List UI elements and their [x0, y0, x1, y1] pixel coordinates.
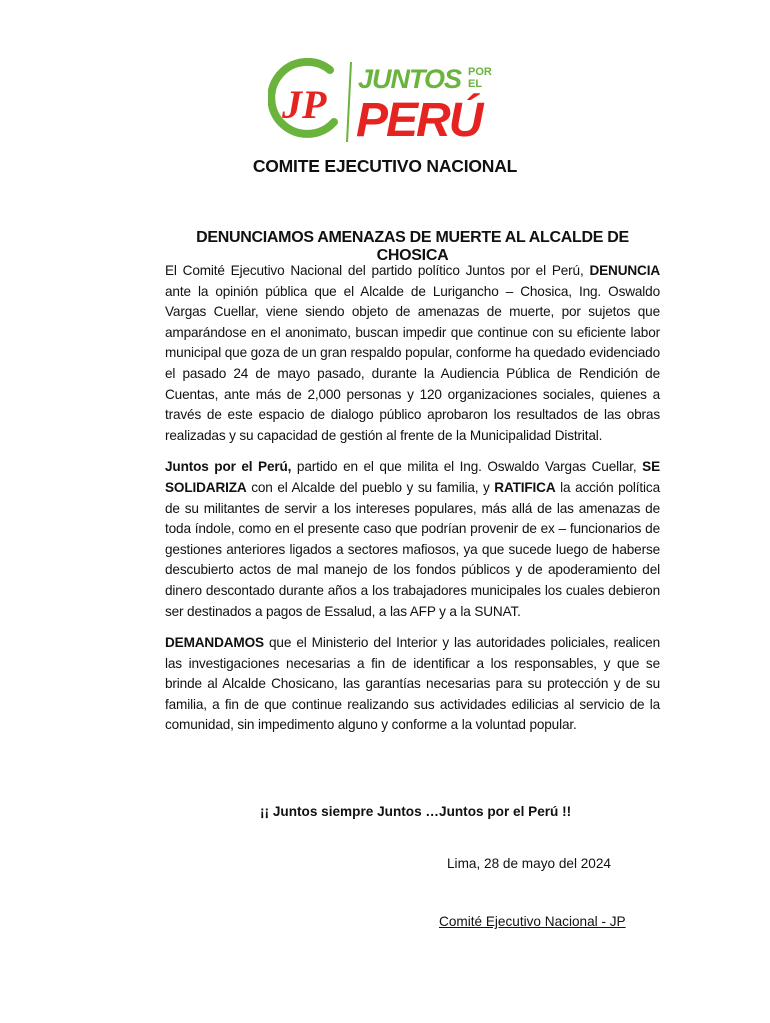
paragraph-segment: ante la opinión pública que el Alcalde de Lurigancho – Chosica, Ing. Oswaldo Vargas Cuellar, viene siendo objeto de amenazas de muerte, por sujetos que amparándose en el anonimato, buscan impedir que continue con su eficiente labor municipal que goza de un gran respaldo popular, conforme ha quedado evidenciado el pasado 24 de mayo pasado, durante la Audiencia Pública de Rendición de Cuentas, ante más de 2,000 personas y 120 organizaciones sociales, quienes a través de este espacio de dialogo público aprobaron los resultados de las obras realizadas y su capacidad de gestión al frente de la Municipalidad Distrital. [165, 283, 660, 443]
paragraph-segment: partido en el que milita el Ing. Oswaldo Vargas Cuellar, [291, 459, 643, 475]
paragraph-solidariza [165, 457, 660, 622]
logo-word-peru: PERÚ [356, 94, 482, 146]
document-title: DENUNCIAMOS AMENAZAS DE MUERTE AL ALCALDE DE CHOSICA [196, 229, 629, 264]
document-body [165, 261, 660, 747]
paragraph-segment: El Comité Ejecutivo Nacional del partido político Juntos por el Perú, [165, 263, 590, 278]
logo-divider [347, 62, 351, 142]
paragraph-segment: que el Ministerio del Interior y las autoridades policiales, realicen las investigaciones necesarias a fin de identificar a los responsables, y que se brinde al Alcalde Chosicano, las garantías necesarias para su protección y de su familia, a fin de que continue realizando sus actividades edilicias al servicio de la comunidad, sin impedimento alguno y conforme a la voluntad popular. [165, 635, 660, 733]
paragraph-segment-bold: RATIFICA [494, 479, 556, 495]
document-date: Lima, 28 de mayo del 2024 [447, 856, 611, 871]
logo-monogram: JP [282, 82, 327, 127]
signature: Comité Ejecutivo Nacional - JP [439, 914, 626, 929]
paragraph-segment-bold: DENUNCIA [589, 263, 660, 278]
paragraph-segment: con el Alcalde del pueblo y su familia, y [246, 479, 495, 495]
paragraph-segment-bold: Juntos por el Perú, [165, 459, 292, 475]
paragraph-segment-bold: SE SOLIDARIZA [165, 459, 660, 495]
closing-slogan: ¡¡ Juntos siempre Juntos …Juntos por el Perú !! [260, 804, 572, 819]
paragraph-demandamos [165, 633, 660, 736]
paragraph-denuncia [165, 261, 660, 446]
paragraph-segment: la acción política de su militantes de servir a los intereses populares, más allá de las amenazas de toda índole, como en el presente caso que podrían provenir de ex – funcionarios de gestiones anteriores ligados a sectores mafiosos, ya que sucede luego de haberse descubierto actos de mal manejo de los fondos públicos y de apoderamiento del dinero descontado durante años a los trabajadores municipales los cuales debieron ser destinados a pagos de Essalud, a las AFP y a la SUNAT. [165, 479, 660, 619]
party-logo [268, 58, 508, 146]
juntos-por-el-peru-logo [268, 58, 508, 146]
committee-heading: COMITE EJECUTIVO NACIONAL [252, 156, 518, 176]
logo-word-por: POR [468, 66, 492, 78]
logo-word-el: EL [468, 78, 483, 90]
paragraph-segment-bold: DEMANDAMOS [165, 635, 264, 651]
logo-word-juntos: JUNTOS [358, 64, 462, 94]
